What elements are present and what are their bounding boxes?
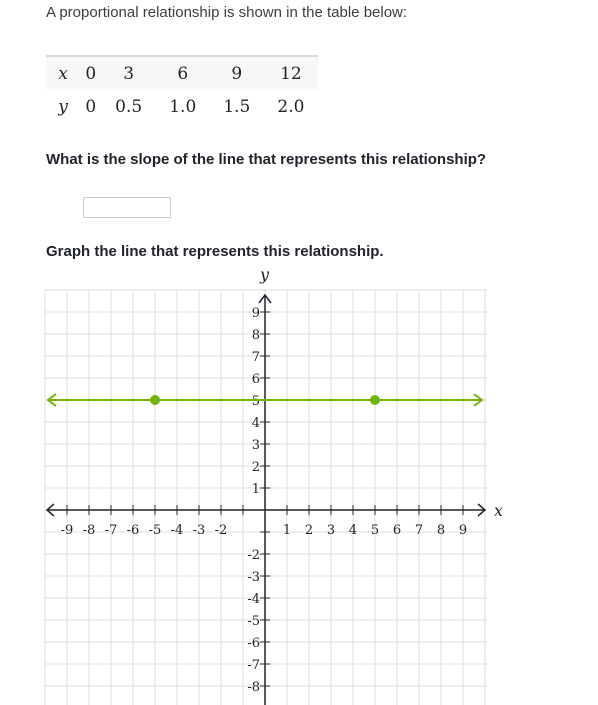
x-tick-label: -6: [126, 523, 140, 538]
y-tick-label: 1: [251, 482, 260, 497]
x-tick-label: -9: [60, 523, 74, 538]
x-tick-label: 5: [370, 523, 380, 538]
table-cell: 0: [85, 96, 97, 117]
y-tick-label: 2: [251, 460, 260, 475]
x-tick-label: -8: [82, 523, 96, 538]
table-cell: 9: [210, 56, 264, 90]
x-tick-label: -7: [104, 523, 118, 538]
x-tick-label: 2: [304, 523, 314, 538]
x-tick-label: 8: [436, 523, 446, 538]
line-point-handle[interactable]: [150, 395, 160, 405]
x-tick-label: -3: [192, 523, 206, 538]
y-tick-label: -2: [247, 548, 260, 563]
graph-question: Graph the line that represents this relationship.: [46, 243, 384, 260]
y-tick-label: -6: [247, 636, 260, 651]
y-tick-label: 9: [251, 306, 260, 321]
x-tick-label: 9: [458, 523, 468, 538]
table-cell: 6: [156, 56, 210, 90]
y-tick-label: -8: [247, 680, 260, 695]
x-tick-label: -4: [170, 523, 184, 538]
x-tick-label: 6: [392, 523, 402, 538]
x-tick-label: 4: [348, 523, 358, 538]
y-tick-label: -7: [247, 658, 260, 673]
table-cell: 3: [102, 56, 156, 90]
y-tick-label: 3: [251, 438, 260, 453]
intro-text: A proportional relationship is shown in the table below:: [46, 4, 408, 21]
y-tick-label: 7: [251, 350, 260, 365]
y-axis-label: y: [260, 265, 270, 284]
table-cell: 0: [80, 56, 102, 90]
x-tick-label: -2: [214, 523, 228, 538]
table-cell: 1.5: [223, 96, 251, 117]
table-row-header: y: [58, 96, 68, 117]
line-point-handle[interactable]: [370, 395, 380, 405]
y-tick-label: 4: [251, 416, 260, 431]
y-tick-label: -4: [247, 592, 260, 607]
slope-question: What is the slope of the line that represents this relationship?: [46, 151, 487, 168]
table-cell: 12: [264, 56, 318, 90]
y-tick-label: -5: [247, 614, 260, 629]
y-tick-label: 5: [251, 394, 260, 409]
table-cell: 0.5: [115, 96, 143, 117]
y-tick-label: 6: [251, 372, 260, 387]
y-tick-label: 8: [251, 328, 260, 343]
x-tick-label: 7: [414, 523, 424, 538]
y-tick-label: -3: [247, 570, 260, 585]
table-row-header: x: [46, 56, 80, 90]
table-cell: 2.0: [277, 96, 305, 117]
x-tick-label: -5: [148, 523, 162, 538]
x-tick-label: 3: [326, 523, 336, 538]
table-cell: 1.0: [169, 96, 197, 117]
x-axis-label: x: [494, 501, 504, 520]
x-tick-label: 1: [282, 523, 292, 538]
